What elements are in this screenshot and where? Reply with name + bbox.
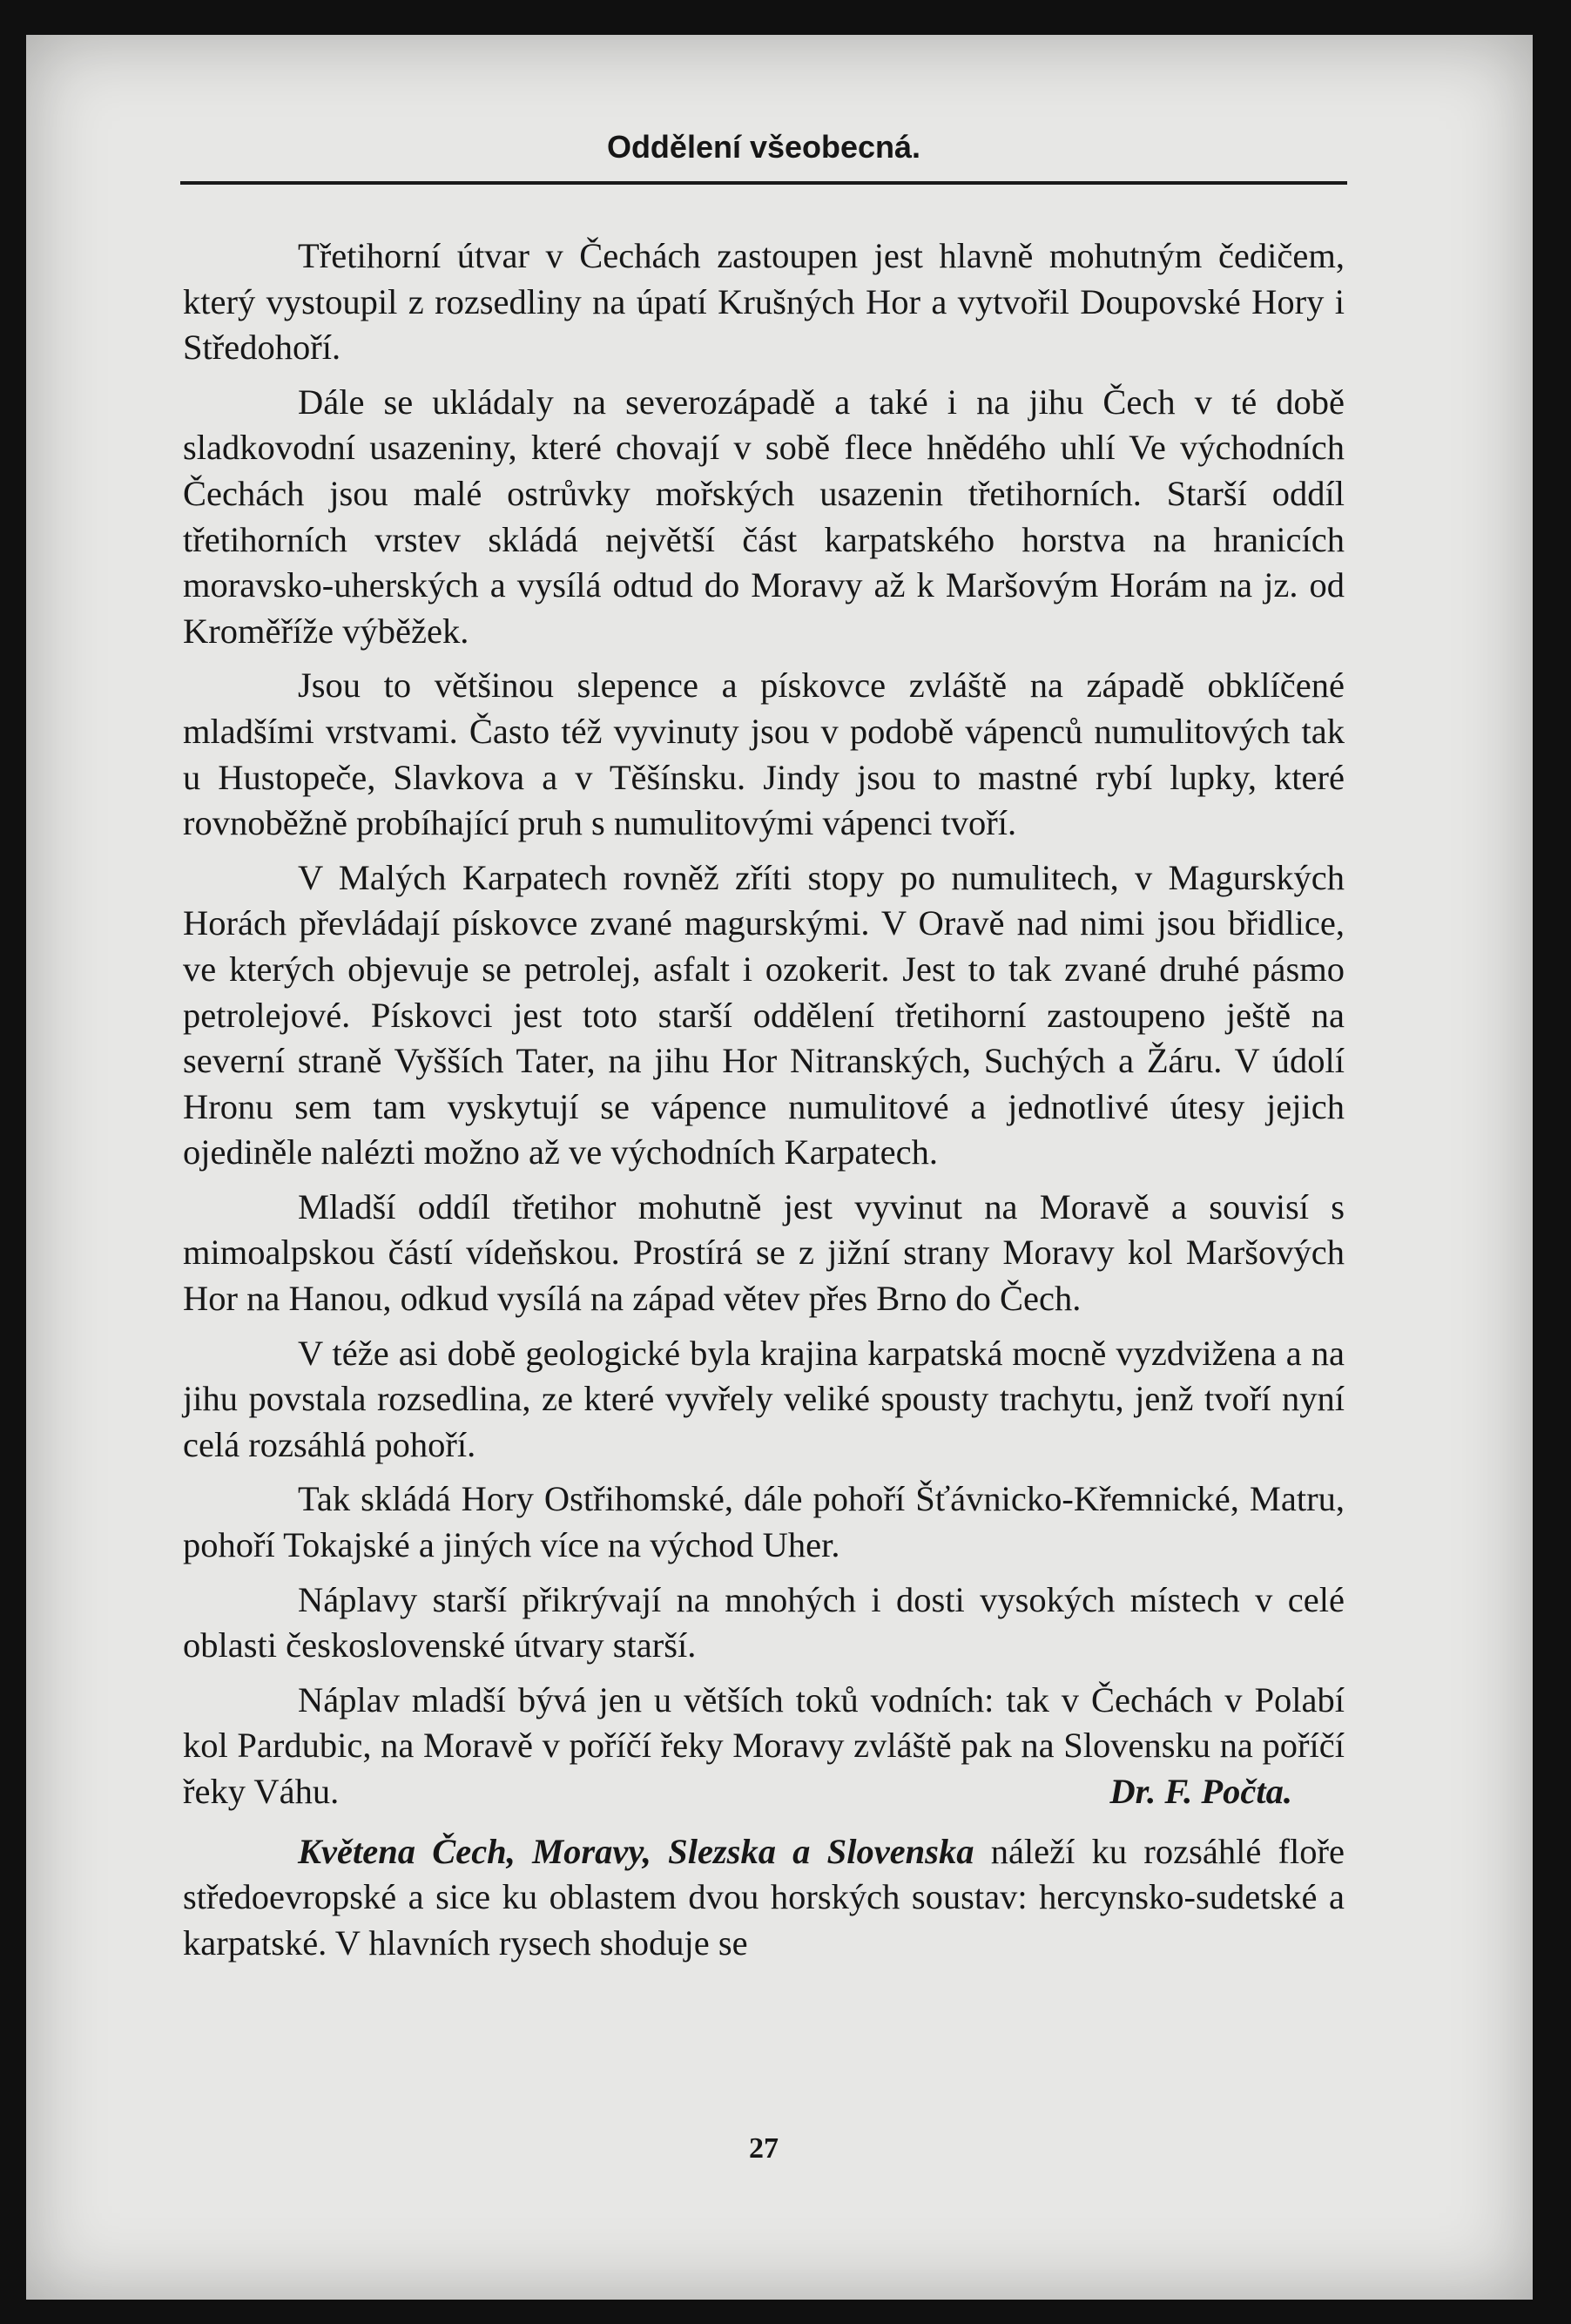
paragraph: Třetihorní útvar v Čechách zastoupen jest hlavně mohutným čedičem, který vystoupil z rozsedliny na úpatí Krušných Hor a vytvořil Doupovské Hory i Středohoří. <box>183 236 1345 368</box>
author-signature: Dr. F. Počta. <box>1109 1772 1292 1811</box>
header-rule <box>180 181 1347 185</box>
paragraph: V Malých Karpatech rovněž zříti stopy po numulitech, v Magurských Horách převládají pískovce zvané magurskými. V Oravě nad nimi jsou břidlice, ve kterých objevuje se petrolej, asfalt i ozokerit. Jest to tak zvané druhé pásmo petrolejové. Pískovci jest toto starší oddělení třetihorní zastoupeno ještě na severní straně Vyšších Tater, na jihu Hor Nitranských, Suchých a Žáru. V údolí Hronu sem tam vyskytují se vápence numulitové a jednotlivé útesy jejich ojediněle nalézti možno až ve východních Karpatech. <box>183 857 1345 1172</box>
paragraph: Dále se ukládaly na severozápadě a také i na jihu Čech v té době sladkovodní usazeniny, které chovají v sobě flece hnědého uhlí Ve východních Čechách jsou malé ostrůvky mořských usazenin třetihorních. Starší oddíl třetihorních vrstev skládá největší část karpatského horstva na hranicích moravsko-uherských a vysílá odtud do Moravy až k Maršovým Horám na jz. od Kroměříže výběžek. <box>183 382 1345 651</box>
section-lead: Květena Čech, Moravy, Slezska a Slovenska <box>298 1831 974 1871</box>
paragraph-text: náleží ku rozsáhlé floře středoevropské a sice ku oblastem dvou horských soustav: hercynsko-sudetské a karpatské. V hlavních rysech shoduje se <box>183 1831 1345 1963</box>
paragraph: V téže asi době geologické byla krajina karpatská mocně vyzdvižena a na jihu povstala rozsedlina, ze které vyvřely veliké spousty trachytu, jenž tvoří nyní celá rozsáhlá pohoří. <box>183 1333 1345 1464</box>
paragraph: Náplavy starší přikrývají na mnohých i dosti vysokých místech v celé oblasti československé útvary starší. <box>183 1579 1345 1665</box>
paragraph: Mladší oddíl třetihor mohutně jest vyvinut na Moravě a souvisí s mimoalpskou částí vídeňskou. Prostírá se z jižní strany Moravy kol Maršových Hor na Hanou, odkud vysílá na západ větev přes Brno do Čech. <box>183 1186 1345 1319</box>
running-header: Oddělení všeobecná. <box>606 129 921 165</box>
article-body <box>183 233 1345 1975</box>
paragraph: Jsou to většinou slepence a pískovce zvláště na západě obklíčené mladšími vrstvami. Často též vyvinuty jsou v podobě vápenců numulitových tak u Hustopeče, Slavkova a v Těšínsku. Jindy jsou to mastné rybí lupky, které rovnoběžně probíhající pruh s numulitovými vápenci tvoří. <box>183 665 1345 843</box>
paragraph: Tak skládá Hory Ostřihomské, dále pohoří Šťávnicko-Křemnické, Matru, pohoří Tokajské a jiných více na východ Uher. <box>183 1479 1345 1565</box>
page-number: 27 <box>749 2132 779 2165</box>
paragraph-with-signature <box>183 1678 1345 1815</box>
paragraph-text: Náplav mladší bývá jen u větších toků vodních: tak v Čechách v Polabí kol Pardubic, na Moravě v poříčí řeky Moravy zvláště pak na Slovensku na poříčí řeky Váhu. <box>183 1679 1345 1811</box>
paragraph <box>183 1824 1345 1967</box>
